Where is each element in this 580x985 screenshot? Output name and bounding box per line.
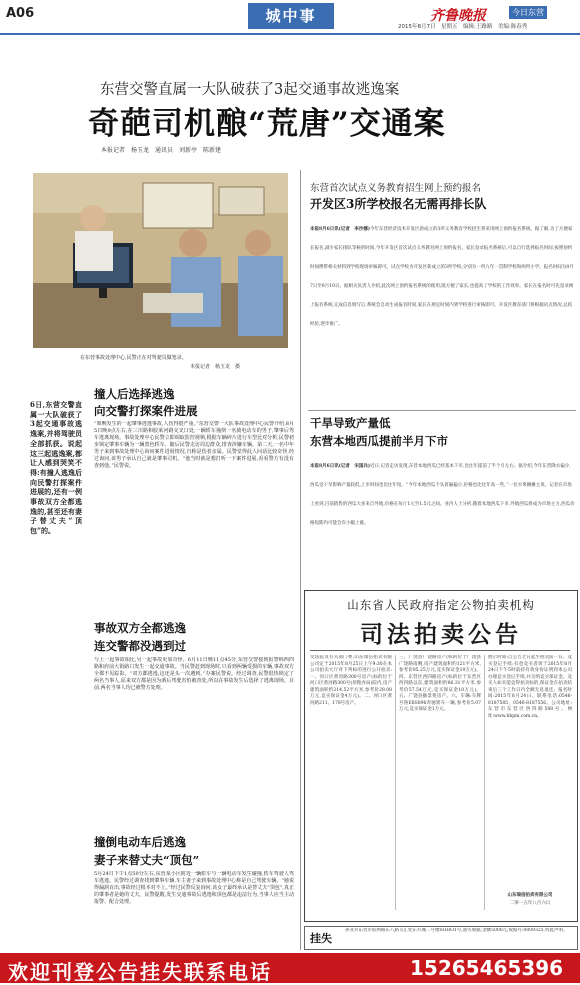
school-body: 今年东营经济技术开发区新成立的3所义务教育学校招生将采用网上预约报名系统。据了解,为了方便家长报名,减少家长排队等候的时间,今年开发区首次试点义务教育网上预约报名。家长登录报名系统后,可以自行选择报名时间,按照预约时间携带相关材料到学校现场审核即可。试点学校为开发区新成立的3所学校,分别为一所九年一贯制学校和两所小学。报名时间为8月7日至8月10日。据相关负责人介绍,此次网上预约报名系统的使用,既方便了家长,也提高了学校的工作效率。家长在报名时可先登录网上报名系统,完成信息填写后,系统会自动生成报名时间,家长在规定时间内到学校进行审核即可。开发区教育部门将根据试点情况,总结经验,逐步推广。 [310, 227, 574, 327]
melon-headline-b: 东营本地西瓜提前半月下市 [310, 434, 448, 448]
lead-subhead-3b: 妻子来替丈夫“顶包” [94, 853, 200, 867]
lead-headline: 奇葩司机酿“荒唐”交通案 [88, 106, 446, 142]
column-divider [300, 170, 301, 950]
date-line: 2015年8月7日 星期五 编辑:王路路 美编:陈春秀 [398, 24, 528, 30]
lost-notice-text: 孙亚兵东营市胶州路东八路交汇处东方城二号楼SOHO1号,遗失收据,金额5000元,收据号:0009325,特此声明。 [345, 928, 568, 933]
melon-body-block [310, 452, 575, 577]
auction-rule [310, 650, 570, 651]
auction-col-3: 展示时间:自公告之日起至拍卖前一日。竞买登记手续:有意竞买者请于2015年8月24日下午5时前持有效身份证明到本公司办理竞买登记手续,并交纳竞买保证金。竞买人如未能竞得拍卖标的,保证金在拍卖结束后三个工作日内全额无息退还。报名时间:2015年8月24日。联系电话:0546-8187585、0546-8187556。公司地址:东营市东营区西四路588号。网址:www.hbpm.com.cn。 [488, 655, 572, 719]
lead-body-1: “咱晚发生的一起肇事逃逸事故,人伤得挺严重。”东营交警一大队事故处理中心民警介绍,8月5日晚9点左右,在三川路和胶莱河路交叉口处,一辆轿车撞倒一名骑电动车的男子,肇事后驾车逃离现场。事故处理中心民警立即调取监控视频,根据车辆碎片进行车型比对分析,民警初步锁定肇事车辆为一辆黑色轿车。随后民警走访周边群众,排查涉嫌车辆。第二天,一名中年男子来到事故处理中心询问案件进展情况,自称是伤者亲属。民警觉得此人问话比较奇怪,经过询问,该男子承认自己就是肇事司机。“他当时就是想打听一下案件进展,看看警方有没有查到他。”民警说。 [94, 421, 294, 469]
police-office-illustration [33, 173, 288, 348]
section-title: 城中事 [265, 7, 317, 25]
lead-body-2: 与上一起事故相比,另一起事故更加奇怪。6月11日晚11点45分,东营交警接到报警称西四路和府前大街路口发生一起交通事故。当民警赶到现场时,只看到两辆受损的车辆,事故双方全都不见踪影。“双方都逃逸,这还是头一次遇到。”办案民警说。经过调查,民警很快锁定了两名当事人,原来双方都是因为酒后驾驶害怕被查处,所以在事故发生后选择了逃离现场。目前,两名当事人均已被警方处理。 [94, 657, 294, 691]
header-rule [0, 33, 580, 35]
lead-sidebar-note: 6日,东营交警直属一大队破获了3起交通事故逃逸案,并将驾驶员全部抓获。说起这三起逃逸案,都让人感到哭笑不得:有撞人逃逸后向民警打探案件进展的,还有一例事故双方全都逃逸的,甚至还有妻子替丈夫“顶包”的。 [30, 400, 82, 536]
photo-caption: 在东营事故处理中心,民警正在对驾驶员做笔录。 [80, 355, 187, 361]
auction-col-2: 三、广饶县广饶路房产(标的位于广饶县广饶路南侧,房产建筑面积约121平方米,参考价85.25万元,竞买保证金10万元)。四、东营区西四路房产(标的位于东营区西四路以东,建筑面积约86.31平方米,参考价57.54万元,竞买保证金10万元)。五、广饶县颐景苑房产。六、车辆:车牌号鲁E8S896奔驰轿车一辆,参考价5.07万元,竞买保证金1万元。 [399, 655, 481, 712]
edition-badge: 今日东营 [509, 6, 547, 19]
auction-org: 山东省人民政府指定公物拍卖机构 [347, 598, 535, 612]
auction-date: 二零一五年八月六日 [509, 901, 551, 906]
school-byline: 本报8月6日讯(记者 李沙娜) [310, 227, 371, 232]
auction-col-1: 受法院及有关部门委,山东瑞信拍卖有限公司定于2015年8月25日上午9:30在本公司拍卖大厅对下列标的进行公开拍卖:一、河口区黄河路300号房产(标的位于河口区黄河路300号(原粮食局)院内,房产建筑面积约214.52平方米,参考价28.08万元,竞买保证金4万元)。二、河口区黄河路211、178号房产。 [310, 655, 392, 706]
auction-company: 山东瑞信拍卖有限公司 [507, 893, 553, 898]
school-headline: 开发区3所学校报名无需再排长队 [310, 197, 487, 211]
bottom-banner [0, 953, 580, 983]
page-number: A06 [6, 6, 35, 21]
melon-headline-a: 干旱导致产量低 [310, 416, 391, 430]
auction-col-rule-1 [395, 655, 396, 910]
lead-byline: 本报记者 杨玉龙 通讯员 刘新亭 陈新建 [101, 147, 222, 154]
lead-subhead-2a: 事故双方全都逃逸 [94, 621, 186, 635]
banner-text: 欢迎刊登公告挂失联系电话 [8, 960, 272, 984]
photo-credit: 本报记者 杨玉龙 摄 [190, 364, 241, 370]
melon-byline: 本报8月6日讯(记者 宋国兵) [310, 464, 371, 469]
lead-subhead-1b: 向交警打探案件进展 [94, 404, 198, 418]
auction-title: 司法拍卖公告 [360, 621, 522, 648]
banner-phone: 15265465396 [410, 956, 564, 980]
school-body-block [310, 215, 575, 407]
school-kicker: 东营首次试点义务教育招生网上预约报名 [310, 183, 482, 194]
lead-subhead-3a: 撞倒电动车后逃逸 [94, 835, 186, 849]
lead-photo [33, 173, 288, 348]
school-rule [308, 410, 576, 411]
lead-body-3: 5月24日下午1点50分左右,东营某小区附近一辆轿车与一辆电动车发生碰撞,轿车驾驶人驾车逃逸。民警经过调查找到肇事车辆,车主妻子来到事故处理中心称是自己驾驶车辆。“她说得漏洞百出,事故经过根本对不上。”经过民警反复询问,该女子最终承认是替丈夫“顶包”,真正的肇事者是她的丈夫。民警提醒,发生交通事故后逃逸和顶包都是违法行为,当事人应当主动报警、配合处理。 [94, 871, 294, 905]
lead-kicker: 东营交警直属一大队破获了3起交通事故逃逸案 [100, 82, 400, 98]
lead-subhead-1a: 撞人后选择逃逸 [94, 387, 175, 401]
lost-notice-label: 挂失 [310, 932, 332, 945]
auction-col-rule-2 [484, 655, 485, 910]
section-tab [248, 3, 334, 29]
melon-body: 近日,记者走访发现,东营本地西瓜已经基本下市,比往年提前了半个月左右。据介绍,今年东营降水偏少,西瓜受干旱影响产量较低,上市时间也比往年短。“今年本地西瓜个头普遍偏小,价格也比往年高一些。”一位水果摊摊主说。记者在市场上看到,目前销售的西瓜大多来自外地,价格在每斤1元至1.5元之间。业内人士分析,随着本地西瓜下市,外地西瓜将成为市场主力,西瓜价格短期内可能会有小幅上涨。 [310, 464, 575, 526]
lead-subhead-2b: 连交警都没遇到过 [94, 639, 186, 653]
paper-name: 齐鲁晚报 [430, 8, 486, 24]
